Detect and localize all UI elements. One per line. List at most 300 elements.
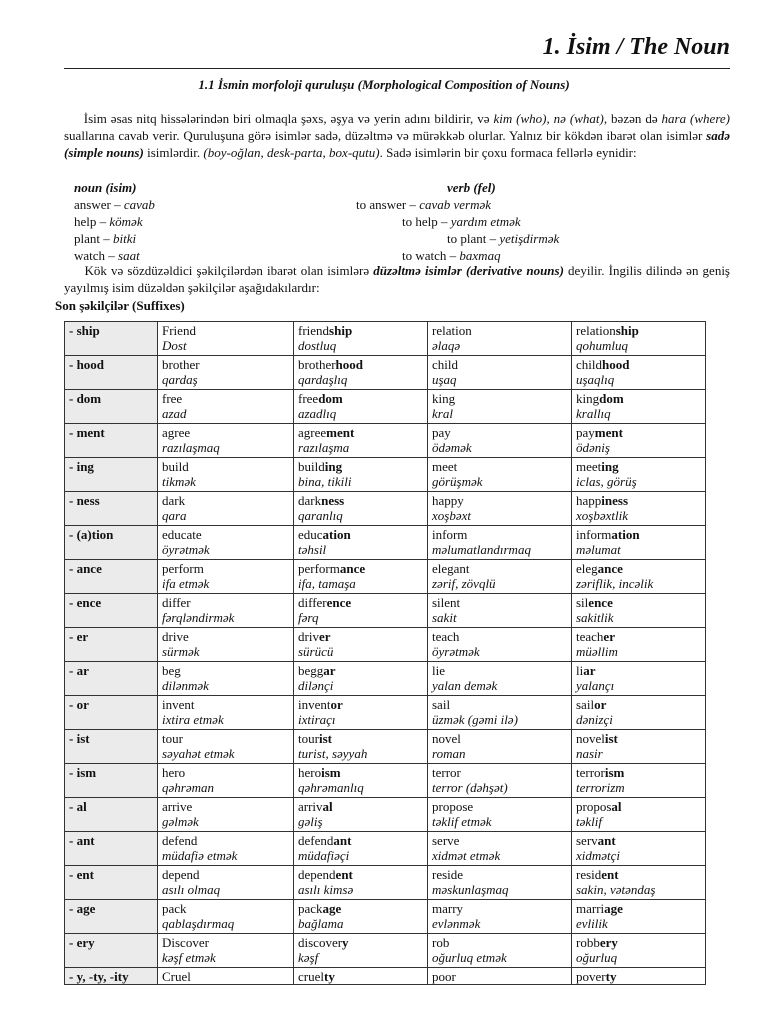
base-word-cell	[158, 526, 294, 560]
word-suffix: ance	[597, 561, 623, 576]
base-word-cell	[428, 458, 572, 492]
derived-word-cell	[294, 730, 428, 764]
word-translation: öyrətmək	[432, 644, 480, 659]
derived-word-cell	[294, 424, 428, 458]
word-english: Cruel	[162, 969, 191, 984]
word-stem: resid	[576, 867, 602, 882]
word-stem: sail	[576, 697, 595, 712]
noun-translation: kömək	[109, 214, 143, 229]
suffix-cell: - ism	[65, 764, 158, 798]
base-word-cell	[158, 832, 294, 866]
word-english: Discover	[162, 935, 209, 950]
derived-word-cell	[294, 764, 428, 798]
base-word-cell	[158, 356, 294, 390]
word-english: depend	[162, 867, 200, 882]
word-suffix: ant	[333, 833, 352, 848]
word-stem: tour	[298, 731, 319, 746]
derived-word-cell	[294, 628, 428, 662]
derived-word-cell	[294, 696, 428, 730]
word-english: pay	[432, 425, 451, 440]
word-translation: evlənmək	[432, 916, 481, 931]
word-translation: təklif	[576, 814, 602, 829]
table-row	[65, 628, 706, 662]
word-translation: kral	[432, 406, 453, 421]
title-rule	[64, 68, 730, 69]
word-stem: begg	[298, 663, 324, 678]
word-translation: razılaşma	[298, 440, 350, 455]
base-word-cell	[158, 900, 294, 934]
word-translation: terrorizm	[576, 780, 625, 795]
word-suffix: ent	[335, 867, 353, 882]
word-translation: evlilik	[576, 916, 608, 931]
verb-example	[402, 214, 521, 230]
base-word-cell	[158, 866, 294, 900]
word-suffix: ation	[322, 527, 351, 542]
suffix-cell: - hood	[65, 356, 158, 390]
word-translation: azadlıq	[298, 406, 337, 421]
word-stem: driv	[298, 629, 319, 644]
suffix-cell: - or	[65, 696, 158, 730]
verb-example	[356, 197, 491, 213]
word-suffix: ery	[599, 935, 618, 950]
word-translation: kəşf	[298, 950, 319, 965]
base-word-cell	[158, 492, 294, 526]
base-word-cell	[158, 322, 294, 356]
derived-word	[298, 391, 423, 406]
derived-word	[576, 595, 701, 610]
derived-word-cell	[572, 356, 706, 390]
verb-english: to watch –	[402, 248, 460, 263]
noun-english: answer –	[74, 197, 124, 212]
suffix-cell: - age	[65, 900, 158, 934]
base-word-cell	[428, 492, 572, 526]
base-word-cell	[428, 696, 572, 730]
word-stem: dark	[298, 493, 322, 508]
word-translation: sürmək	[162, 644, 200, 659]
word-translation: öyrətmək	[162, 542, 210, 557]
derived-word	[298, 833, 423, 848]
word-suffix: ar	[323, 663, 336, 678]
word-translation: ifa, tamaşa	[298, 576, 356, 591]
word-suffix: ness	[321, 493, 345, 508]
word-translation: dostluq	[298, 338, 337, 353]
base-word-cell	[158, 730, 294, 764]
word-translation: bağlama	[298, 916, 344, 931]
derived-word-cell	[572, 458, 706, 492]
derived-word	[298, 561, 423, 576]
base-word-cell	[158, 628, 294, 662]
word-english: dark	[162, 493, 186, 508]
para2-text-1: Kök və sözdüzəldici şəkilçilərdən ibarət olan isimlərə	[84, 263, 374, 278]
word-translation: nasir	[576, 746, 603, 761]
derived-word	[576, 697, 701, 712]
verb-example	[447, 231, 559, 247]
derived-word-cell	[572, 424, 706, 458]
word-translation: ödəniş	[576, 440, 610, 455]
suffix-cell: - ar	[65, 662, 158, 696]
table-row	[65, 696, 706, 730]
word-translation: fərq	[298, 610, 319, 625]
word-suffix: ent	[601, 867, 619, 882]
suffix-cell: - ing	[65, 458, 158, 492]
base-word-cell	[158, 662, 294, 696]
word-translation: sakin, vətəndaş	[576, 882, 656, 897]
table-row	[65, 764, 706, 798]
word-translation: qara	[162, 508, 187, 523]
derived-word	[298, 527, 423, 542]
word-english: sail	[432, 697, 451, 712]
derived-word	[298, 425, 423, 440]
derived-word-cell	[572, 866, 706, 900]
table-row	[65, 798, 706, 832]
word-translation: üzmək (gəmi ilə)	[432, 712, 518, 727]
word-stem: novel	[576, 731, 605, 746]
derived-word	[576, 867, 701, 882]
base-word-cell	[428, 356, 572, 390]
word-translation: təklif etmək	[432, 814, 492, 829]
derived-word	[576, 901, 701, 916]
word-suffix: ence	[326, 595, 352, 610]
derived-word	[298, 629, 423, 644]
derived-word	[576, 663, 701, 678]
word-stem: cruel	[298, 969, 324, 984]
derived-word-cell	[294, 662, 428, 696]
word-translation: görüşmək	[432, 474, 483, 489]
suffix-cell: - ship	[65, 322, 158, 356]
word-suffix: ar	[583, 663, 596, 678]
word-stem: friend	[298, 323, 330, 338]
derived-word	[576, 527, 701, 542]
derived-word-cell	[294, 968, 428, 985]
word-suffix: ism	[321, 765, 341, 780]
word-translation: təhsil	[298, 542, 327, 557]
derived-word	[576, 323, 701, 338]
suffix-table	[64, 321, 706, 985]
noun-example	[74, 197, 155, 213]
base-word-cell	[158, 458, 294, 492]
derived-word	[298, 595, 423, 610]
derived-word-cell	[572, 662, 706, 696]
word-stem: perform	[298, 561, 340, 576]
derived-word-cell	[294, 458, 428, 492]
noun-english: plant –	[74, 231, 113, 246]
word-translation: bina, tikili	[298, 474, 352, 489]
word-translation: qardaşlıq	[298, 372, 348, 387]
word-translation: yalançı	[576, 678, 615, 693]
word-translation: müdafiəçi	[298, 848, 350, 863]
table-row	[65, 560, 706, 594]
table-row	[65, 662, 706, 696]
word-english: free	[162, 391, 183, 406]
derived-word	[576, 493, 701, 508]
table-row	[65, 730, 706, 764]
derived-word-cell	[294, 934, 428, 968]
word-stem: invent	[298, 697, 331, 712]
derived-word-cell	[294, 594, 428, 628]
word-translation: xidmət etmək	[432, 848, 501, 863]
base-word-cell	[428, 628, 572, 662]
word-translation: uşaqlıq	[576, 372, 615, 387]
chapter-title: 1. İsim / The Noun	[542, 34, 730, 60]
word-english: elegant	[432, 561, 470, 576]
word-translation: turist, səyyah	[298, 746, 368, 761]
word-english: meet	[432, 459, 458, 474]
word-stem: relation	[576, 323, 616, 338]
base-word-cell	[158, 934, 294, 968]
word-english: tour	[162, 731, 183, 746]
base-word-cell	[428, 526, 572, 560]
table-row	[65, 900, 706, 934]
derived-word-cell	[572, 594, 706, 628]
word-translation: zərif, zövqlü	[432, 576, 496, 591]
derived-word-cell	[572, 390, 706, 424]
suffix-cell: - ance	[65, 560, 158, 594]
word-translation: sakitlik	[576, 610, 614, 625]
word-english: educate	[162, 527, 202, 542]
intro-question-words: kim (who), nə (what)	[493, 111, 604, 126]
word-stem: robb	[576, 935, 600, 950]
derived-word-cell	[294, 832, 428, 866]
word-english: teach	[432, 629, 460, 644]
word-translation: qohumluq	[576, 338, 628, 353]
word-stem: terror	[576, 765, 605, 780]
word-suffix: or	[330, 697, 343, 712]
word-english: happy	[432, 493, 464, 508]
word-stem: pack	[298, 901, 323, 916]
word-english: invent	[162, 697, 195, 712]
word-english: brother	[162, 357, 200, 372]
word-english: marry	[432, 901, 464, 916]
derived-word	[576, 459, 701, 474]
derived-word	[576, 391, 701, 406]
noun-column-heading: noun (isim)	[74, 180, 137, 195]
base-word-cell	[428, 424, 572, 458]
word-translation: fərqləndirmək	[162, 610, 235, 625]
table-row	[65, 866, 706, 900]
derived-word-cell	[572, 730, 706, 764]
noun-english: help –	[74, 214, 110, 229]
derived-word-cell	[294, 492, 428, 526]
derived-word-cell	[572, 968, 706, 985]
derived-word	[576, 629, 701, 644]
base-word-cell	[428, 560, 572, 594]
word-translation: müəllim	[576, 644, 618, 659]
derived-word	[298, 697, 423, 712]
word-suffix: ist	[604, 731, 618, 746]
derived-word	[298, 459, 423, 474]
derived-word	[576, 765, 701, 780]
word-suffix: age	[322, 901, 342, 916]
word-translation: məskunlaşmaq	[432, 882, 509, 897]
verb-translation: cavab vermək	[419, 197, 492, 212]
word-translation: iclas, görüş	[576, 474, 637, 489]
word-english: king	[432, 391, 456, 406]
word-translation: tikmək	[162, 474, 196, 489]
word-suffix: ty	[605, 969, 617, 984]
base-word-cell	[428, 968, 572, 985]
word-translation: kəşf etmək	[162, 950, 216, 965]
word-translation: azad	[162, 406, 187, 421]
word-suffix: ance	[339, 561, 366, 576]
suffix-cell: - ent	[65, 866, 158, 900]
derived-word-cell	[294, 798, 428, 832]
word-translation: asılı olmaq	[162, 882, 221, 897]
section-title: 1.1 İsmin morfoloji quruluşu (Morphological Composition of Nouns)	[198, 77, 570, 92]
suffix-cell: - ence	[65, 594, 158, 628]
table-row	[65, 322, 706, 356]
word-english: differ	[162, 595, 191, 610]
word-translation: ödəmək	[432, 440, 472, 455]
word-translation: ifa etmək	[162, 576, 210, 591]
suffix-cell: - ant	[65, 832, 158, 866]
base-word-cell	[428, 594, 572, 628]
table-row	[65, 968, 706, 985]
intro-text-3: suallarına cavab verir. Quruluşuna görə isimlər sadə, düzəltmə və mürəkkəb olurlar. Yalnız bir kökdən ibarət olan isimlər	[64, 128, 707, 143]
table-row	[65, 526, 706, 560]
word-suffix: hood	[335, 357, 364, 372]
word-suffix: ist	[318, 731, 332, 746]
noun-example	[74, 214, 143, 230]
base-word-cell	[428, 900, 572, 934]
word-stem: depend	[298, 867, 336, 882]
word-suffix: ism	[604, 765, 625, 780]
derived-word	[298, 493, 423, 508]
word-stem: hero	[298, 765, 322, 780]
word-translation: razılaşmaq	[162, 440, 220, 455]
word-english: poor	[432, 969, 456, 984]
derived-word-cell	[572, 764, 706, 798]
word-suffix: y	[342, 935, 349, 950]
word-suffix: age	[604, 901, 623, 916]
derived-word	[576, 357, 701, 372]
word-translation: qəhrəman	[162, 780, 214, 795]
base-word-cell	[428, 934, 572, 968]
noun-example	[74, 231, 136, 247]
suffix-cell: - ist	[65, 730, 158, 764]
word-suffix: dom	[318, 391, 343, 406]
word-translation: müdafiə etmək	[162, 848, 238, 863]
word-english: beg	[162, 663, 181, 678]
suffix-cell: - (a)tion	[65, 526, 158, 560]
derived-word	[298, 935, 423, 950]
word-stem: serv	[576, 833, 598, 848]
derived-word-cell	[572, 526, 706, 560]
word-english: novel	[432, 731, 461, 746]
derived-word	[298, 731, 423, 746]
word-suffix: or	[594, 697, 607, 712]
derivative-paragraph	[64, 262, 730, 296]
word-translation: ixtira etmək	[162, 712, 224, 727]
verb-english: to plant –	[447, 231, 500, 246]
word-suffix: ship	[615, 323, 639, 338]
word-translation: sakit	[432, 610, 457, 625]
word-suffix: ing	[601, 459, 619, 474]
base-word-cell	[158, 764, 294, 798]
suffix-cell: - ment	[65, 424, 158, 458]
word-translation: qaranlıq	[298, 508, 343, 523]
derived-word-cell	[572, 832, 706, 866]
derived-word-cell	[572, 696, 706, 730]
word-stem: defend	[298, 833, 334, 848]
verb-english: to answer –	[356, 197, 420, 212]
derived-word	[576, 833, 701, 848]
derived-word	[298, 663, 423, 678]
word-suffix: al	[611, 799, 622, 814]
intro-simple-nouns: sadə (simple nouns)	[64, 128, 730, 160]
word-english: silent	[432, 595, 461, 610]
word-translation: dilənmək	[162, 678, 209, 693]
base-word-cell	[428, 322, 572, 356]
base-word-cell	[158, 594, 294, 628]
intro-examples: (boy-oğlan, desk-parta, box-qutu)	[203, 145, 380, 160]
word-translation: qardaş	[162, 372, 198, 387]
derived-word	[298, 765, 423, 780]
derived-word-cell	[572, 900, 706, 934]
word-stem: teach	[576, 629, 604, 644]
word-translation: xoşbəxtlik	[576, 508, 628, 523]
word-english: serve	[432, 833, 460, 848]
word-suffix: ty	[323, 969, 335, 984]
word-english: hero	[162, 765, 186, 780]
word-translation: məlumatlandırmaq	[432, 542, 531, 557]
derived-word-cell	[294, 900, 428, 934]
word-stem: pay	[576, 425, 595, 440]
word-stem: differ	[298, 595, 327, 610]
word-translation: oğurluq	[576, 950, 618, 965]
noun-english: watch –	[74, 248, 119, 263]
word-translation: asılı kimsə	[298, 882, 354, 897]
base-word-cell	[158, 424, 294, 458]
word-english: rob	[432, 935, 450, 950]
word-translation: zəriflik, incəlik	[576, 576, 654, 591]
word-english: Friend	[162, 323, 196, 338]
verb-translation: baxmaq	[459, 248, 501, 263]
base-word-cell	[428, 730, 572, 764]
table-row	[65, 492, 706, 526]
word-english: reside	[432, 867, 464, 882]
word-translation: gəliş	[298, 814, 323, 829]
table-row	[65, 594, 706, 628]
word-stem: free	[298, 391, 319, 406]
derived-word	[576, 425, 701, 440]
word-translation: qəhrəmanlıq	[298, 780, 364, 795]
word-translation: xidmətçi	[576, 848, 621, 863]
word-english: inform	[432, 527, 468, 542]
word-stem: happ	[576, 493, 602, 508]
word-suffix: ence	[588, 595, 613, 610]
word-suffix: iness	[601, 493, 629, 508]
derived-word	[298, 901, 423, 916]
word-suffix: ant	[597, 833, 616, 848]
word-stem: li	[576, 663, 584, 678]
derived-word	[576, 731, 701, 746]
word-translation: Dost	[162, 338, 187, 353]
word-english: defend	[162, 833, 198, 848]
derived-word-cell	[572, 492, 706, 526]
derived-word-cell	[294, 866, 428, 900]
word-translation: uşaq	[432, 372, 457, 387]
word-suffix: hood	[602, 357, 630, 372]
word-suffix: ment	[326, 425, 355, 440]
noun-translation: saat	[118, 248, 140, 263]
word-english: terror	[432, 765, 461, 780]
base-word-cell	[428, 832, 572, 866]
word-translation: dənizçi	[576, 712, 613, 727]
derived-word	[576, 561, 701, 576]
verb-column-heading: verb (fel)	[447, 180, 496, 195]
word-english: perform	[162, 561, 204, 576]
word-english: propose	[432, 799, 474, 814]
